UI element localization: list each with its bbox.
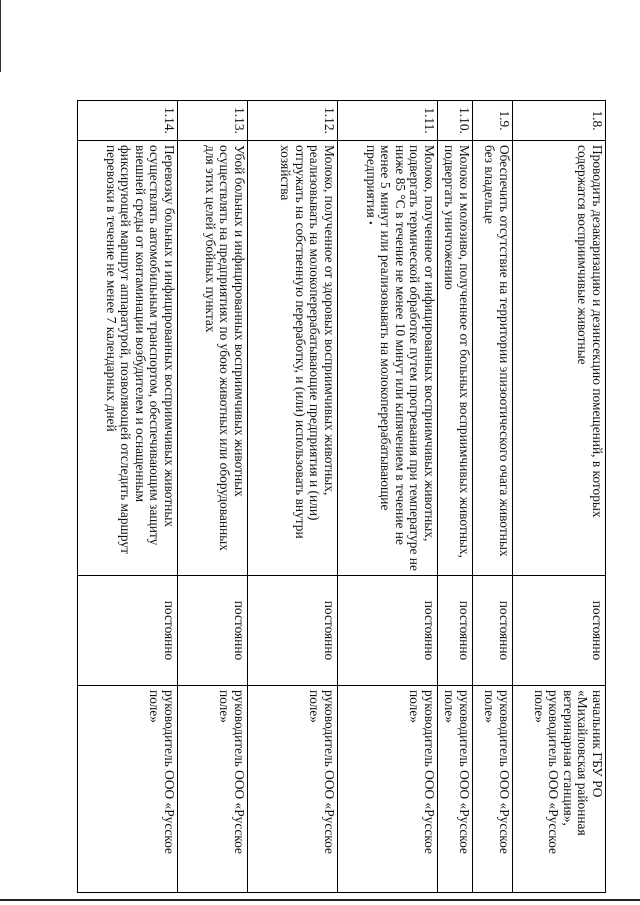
row-number: 1.9. [473,101,513,141]
period-text: постоянно [473,576,513,686]
responsible-text: начальник ГБУ РО «Михайловская районная ветеринарная станция», руководитель ООО «Русское поле» [513,686,606,893]
measure-text: Проводить дезакаризацию и дезинсекцию помещений, в которых содержатся восприимчивые животные [513,141,606,576]
period-text: постоянно [338,576,438,686]
row-number: 1.13. [178,101,248,141]
measures-table [77,100,606,893]
table-row [438,101,473,893]
row-number: 1.11. [338,101,438,141]
responsible-text: руководитель ООО «Русское поле» [338,686,438,893]
responsible-text: руководитель ООО «Русское поле» [473,686,513,893]
measure-text: Молоко и молозиво, полученное от больных восприимчивых животных, подвергать уничтожению [438,141,473,576]
table-row [473,101,513,893]
table-row [178,101,248,893]
responsible-text: руководитель ООО «Русское поле» [78,686,178,893]
measure-text [338,141,438,576]
scan-bottom-edge [0,899,640,901]
measure-text: Перевозку больных и инфицированных восприимчивых животных осуществлять автомобильным транспортом, обеспечивающим защиту внешней среды от контаминации возбудителем и оснащенным фиксирующей маршрут аппаратурой, позволяющей отследить маршрут перевозки в течение не менее 7 календарных дней [78,141,178,576]
row-number: 1.8. [513,101,606,141]
rotated-page-content [14,100,606,892]
table-row [78,101,178,893]
measure-text: Обеспечить отсутствие на территории эпизоотического очага животных без владельце [473,141,513,576]
measure-text: Убой больных и инфицированных восприимчивых животных осуществлять на предприятиях по убою животных или оборудованных для этих целей убойных пунктах [178,141,248,576]
table-row [248,101,338,893]
scan-edge-mark [0,0,1,72]
responsible-text: руководитель ООО «Русское поле» [248,686,338,893]
scan-speck: • [363,221,375,225]
measure-text: Молоко, полученное от здоровых восприимчивых животных, реализовывать на молокоперерабатывающие предприятия и (или) отгружать на собственную переработку, и (или) использовать внутри хозяйства [248,141,338,576]
row-number: 1.12. [248,101,338,141]
row-number: 1.10. [438,101,473,141]
table-row [513,101,606,893]
table-row [338,101,438,893]
period-text: постоянно [513,576,606,686]
period-text: постоянно [78,576,178,686]
row-number: 1.14. [78,101,178,141]
period-text: постоянно [178,576,248,686]
measure-text-content: Молоко, полученное от инфицированных восприимчивых животных, подвергать термической обработке путем прогревания при температуре не ниже 85 °С в течение не менее 10 минут или кипячением в течение не менее 5 минут или реализовывать на молокоперерабатывающие предприятия [363,145,437,571]
period-text: постоянно [438,576,473,686]
period-text: постоянно [248,576,338,686]
responsible-text: руководитель ООО «Русское поле» [438,686,473,893]
responsible-text: руководитель ООО «Русское поле» [178,686,248,893]
